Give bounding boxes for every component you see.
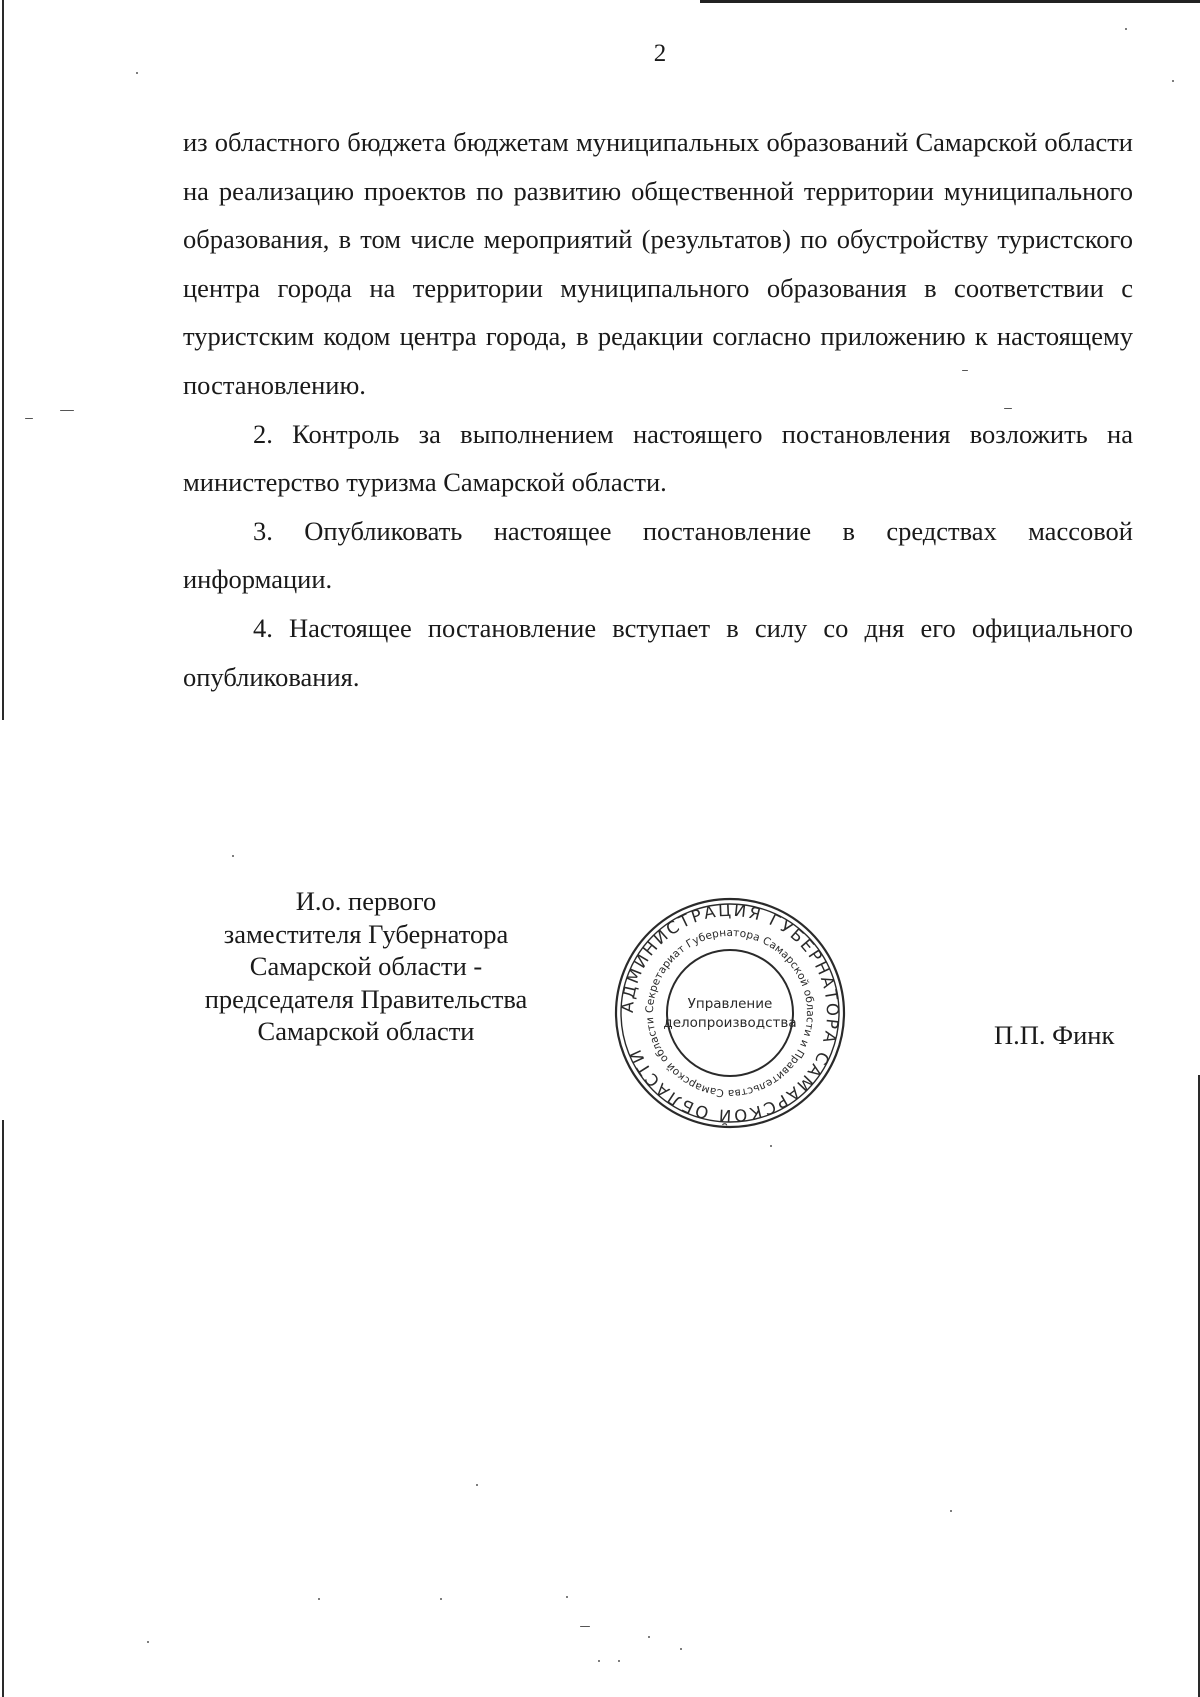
seal-center-line-1: Управление — [687, 996, 773, 1012]
paragraph-item-4: 4. Настоящее постановление вступает в силу со дня его официального опубликования. — [183, 612, 1133, 692]
scan-edge-left-upper — [2, 0, 4, 720]
paragraph-item-2: 2. Контроль за выполнением настоящего постановления возложить на министерство туризма Самарской области. — [183, 418, 1133, 498]
scan-edge-top — [700, 0, 1200, 3]
official-seal — [612, 895, 848, 1131]
seal-middle-text: Секретариат Губернатора Самарской области и Правительства Самарской области — [643, 926, 817, 1100]
document-body — [183, 118, 1133, 701]
signatory-position-line: И.о. первого — [295, 886, 437, 916]
signatory-position — [180, 885, 552, 1048]
signatory-position-line: заместителя Губернатора — [223, 918, 509, 949]
signatory-name: П.П. Финк — [994, 1020, 1115, 1050]
seal-outer-text: АДМИНИСТРАЦИЯ ГУБЕРНАТОРА САМАРСКОЙ ОБЛАСТИ — [617, 900, 843, 1126]
page-number: 2 — [653, 40, 667, 67]
seal-inner-circle — [667, 950, 793, 1076]
signatory-position-line: Самарской области - — [249, 951, 483, 981]
signatory-position-line: председателя Правительства — [204, 983, 528, 1014]
seal-center-line-2: делопроизводства — [663, 1015, 797, 1031]
scan-edge-left-lower — [2, 1120, 4, 1697]
paragraph-item-3: 3. Опубликовать настоящее постановление в средствах массовой информации. — [183, 515, 1133, 595]
paragraph-continuation: из областного бюджета бюджетам муниципальных образований Самарской области на реализацию проектов по развитию общественной территории муниципального образования, в том числе мероприятий (результатов) по обустройству туристского центра города на территории муниципального образования в соответствии с туристским кодом центра города, в редакции согласно приложению к настоящему постановлению. — [183, 127, 1133, 400]
signatory-position-line: Самарской области — [257, 1016, 475, 1046]
